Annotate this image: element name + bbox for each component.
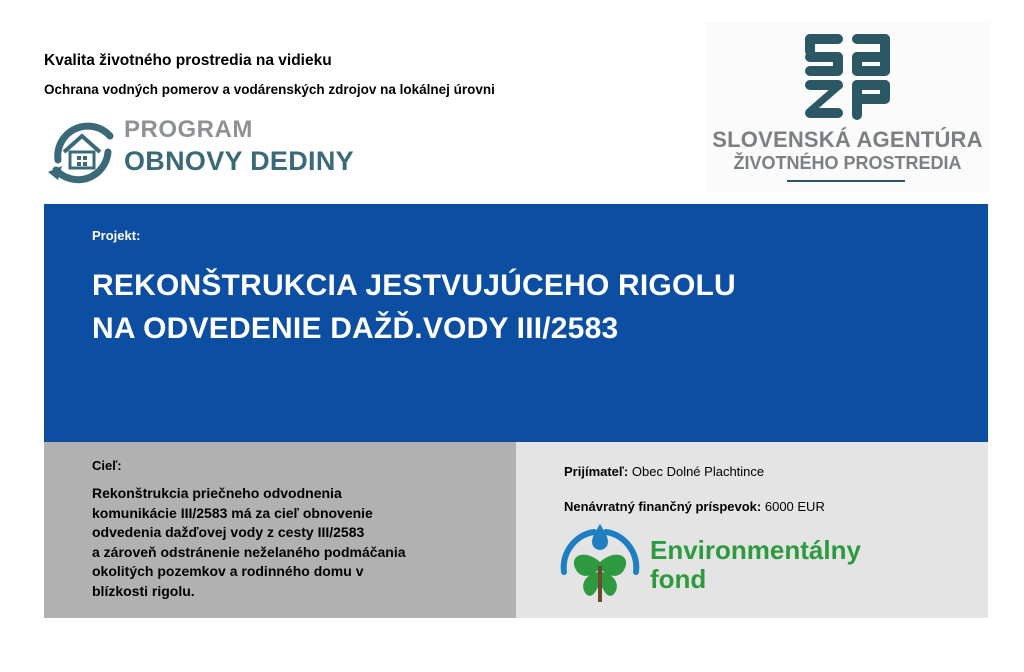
contribution-row <box>564 499 825 514</box>
agency-name-line1: SLOVENSKÁ AGENTÚRA <box>712 127 983 152</box>
contribution-value: 6000 EUR <box>764 499 825 514</box>
goal-line: odvedenia dažďovej vody z cesty III/2583 <box>92 524 365 540</box>
goal-line: komunikácie III/2583 má za cieľ obnovenie <box>92 504 373 521</box>
goal-label: Cieľ: <box>92 458 122 473</box>
subtitle-primary: Kvalita životného prostredia na vidieku <box>44 52 332 69</box>
goal-line: Rekonštrukcia priečneho odvodnenia <box>92 485 342 501</box>
program-logo-line1: PROGRAM <box>124 116 253 143</box>
info-panel <box>516 442 988 618</box>
fund-logo-line1: Environmentálny <box>650 535 861 565</box>
sazp-monogram-icon <box>800 32 895 122</box>
agency-name-line2: ŽIVOTNÉHO PROSTREDIA <box>733 153 962 173</box>
goal-line: okolitých pozemkov a rodinného domu v <box>92 563 364 579</box>
project-title <box>92 264 736 350</box>
program-obnovy-dediny-logo <box>44 108 384 188</box>
project-title-line1: REKONŠTRUKCIA JESTVUJÚCEHO RIGOLU <box>92 269 736 302</box>
recipient-row <box>564 464 764 479</box>
goal-description <box>92 484 492 601</box>
recipient-value: Obec Dolné Plachtince <box>631 464 765 479</box>
contribution-label: Nenávratný finančný príspevok: <box>564 499 762 514</box>
project-band <box>44 204 988 442</box>
house-cycle-icon <box>44 108 122 188</box>
environmentalny-fond-logo <box>554 522 884 608</box>
subtitle-secondary: Ochrana vodných pomerov a vodárenských zdrojov na lokálnej úrovni <box>44 82 495 97</box>
goal-panel <box>44 442 516 618</box>
project-label: Projekt: <box>92 228 141 243</box>
sazp-logo <box>705 22 990 192</box>
goal-line: blízkosti rigolu. <box>92 582 195 599</box>
water-drop-plant-icon <box>554 522 646 608</box>
agency-logo-underline <box>787 180 905 182</box>
project-title-line2: NA ODVEDENIE DAŽĎ.VODY III/2583 <box>92 312 619 345</box>
program-logo-line2: OBNOVY DEDINY <box>124 146 354 176</box>
fund-logo-line2: fond <box>650 564 707 594</box>
goal-line: a zároveň odstránenie neželaného podmáčania <box>92 543 406 560</box>
recipient-label: Prijímateľ: <box>564 464 629 479</box>
